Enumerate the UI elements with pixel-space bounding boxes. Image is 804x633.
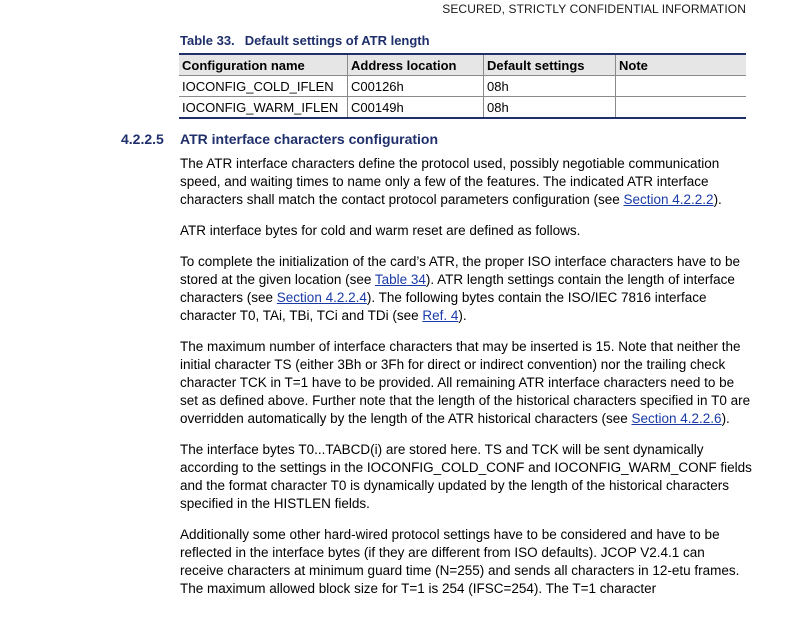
table-caption bbox=[180, 33, 430, 48]
section-4-2-2-2-link[interactable]: Section 4.2.2.2 bbox=[623, 192, 714, 207]
paragraph bbox=[180, 155, 752, 209]
table-header-row bbox=[179, 54, 746, 76]
table-cell: C00126h bbox=[348, 76, 484, 97]
section-number: 4.2.2.5 bbox=[121, 131, 164, 147]
paragraph-text: To complete the initialization of the card’s ATR, the proper ISO interface characters have to be stored at the given location (see bbox=[180, 254, 741, 287]
table-row bbox=[179, 97, 746, 119]
section-title: ATR interface characters configuration bbox=[180, 131, 439, 147]
ref-4-link[interactable]: Ref. 4 bbox=[422, 308, 459, 323]
table-cell bbox=[616, 76, 747, 97]
paragraph bbox=[180, 441, 752, 513]
table-cell: IOCONFIG_WARM_IFLEN bbox=[179, 97, 348, 119]
table-cell: IOCONFIG_COLD_IFLEN bbox=[179, 76, 348, 97]
table-caption-number: Table 33. bbox=[180, 33, 235, 48]
table-cell: 08h bbox=[484, 97, 616, 119]
section-body bbox=[180, 155, 752, 611]
column-header: Configuration name bbox=[179, 54, 348, 76]
paragraph-text: ). bbox=[721, 411, 730, 426]
table-34-link[interactable]: Table 34 bbox=[374, 272, 426, 287]
paragraph-text: The ATR interface characters define the protocol used, possibly negotiable communication speed, and waiting times to name only a few of the features. The indicated ATR interface characters shall match the contact protocol parameters configuration (see bbox=[180, 156, 720, 207]
paragraph bbox=[180, 338, 752, 428]
table-cell: C00149h bbox=[348, 97, 484, 119]
paragraph-text: ). The following bytes contain the ISO/IEC 7816 interface character T0, TAi, TBi, TCi and TDi (see bbox=[180, 290, 707, 323]
paragraph-text: The interface bytes T0...TABCD(i) are stored here. TS and TCK will be sent dynamically according to the settings in the IOCONFIG_COLD_CONF and IOCONFIG_WARM_CONF fields and the format character T0 is dynamically updated by the length of the historical characters specified in the HISTLEN fields. bbox=[180, 442, 752, 511]
section-4-2-2-4-link[interactable]: Section 4.2.2.4 bbox=[276, 290, 367, 305]
column-header: Note bbox=[616, 54, 747, 76]
paragraph bbox=[180, 526, 752, 598]
table-caption-title: Default settings of ATR length bbox=[244, 33, 430, 48]
section-heading bbox=[121, 131, 438, 147]
column-header: Default settings bbox=[484, 54, 616, 76]
column-header: Address location bbox=[348, 54, 484, 76]
paragraph-text: ). bbox=[458, 308, 467, 323]
paragraph bbox=[180, 222, 752, 240]
table-cell bbox=[616, 97, 747, 119]
table-row bbox=[179, 76, 746, 97]
paragraph-text: ). bbox=[713, 192, 722, 207]
confidentiality-header: SECURED, STRICTLY CONFIDENTIAL INFORMATION bbox=[442, 2, 746, 16]
paragraph-text: The maximum number of interface characters that may be inserted is 15. Note that neither the initial character TS (either 3Bh or 3Fh for direct or indirect convention) nor the trailing check character TCK in T=1 have to be provided. All remaining ATR interface characters need to be set as defined above. Further note that the length of the historical characters specified in T0 are overridden automatically by the length of the ATR historical characters (see bbox=[180, 339, 751, 426]
paragraph bbox=[180, 253, 752, 325]
paragraph-text: ATR interface bytes for cold and warm reset are defined as follows. bbox=[180, 223, 581, 238]
paragraph-text: ). ATR length settings contain the length of interface characters (see bbox=[180, 272, 735, 305]
atr-length-table bbox=[179, 53, 746, 119]
section-4-2-2-6-link[interactable]: Section 4.2.2.6 bbox=[631, 411, 722, 426]
paragraph-text: Additionally some other hard-wired protocol settings have to be considered and have to be reflected in the interface bytes (if they are different from ISO defaults). JCOP V2.4.1 can receive characters at minimum guard time (N=255) and sends all characters in 12-etu frames. The maximum allowed block size for T=1 is 254 (IFSC=254). The T=1 character bbox=[180, 527, 740, 596]
table-cell: 08h bbox=[484, 76, 616, 97]
